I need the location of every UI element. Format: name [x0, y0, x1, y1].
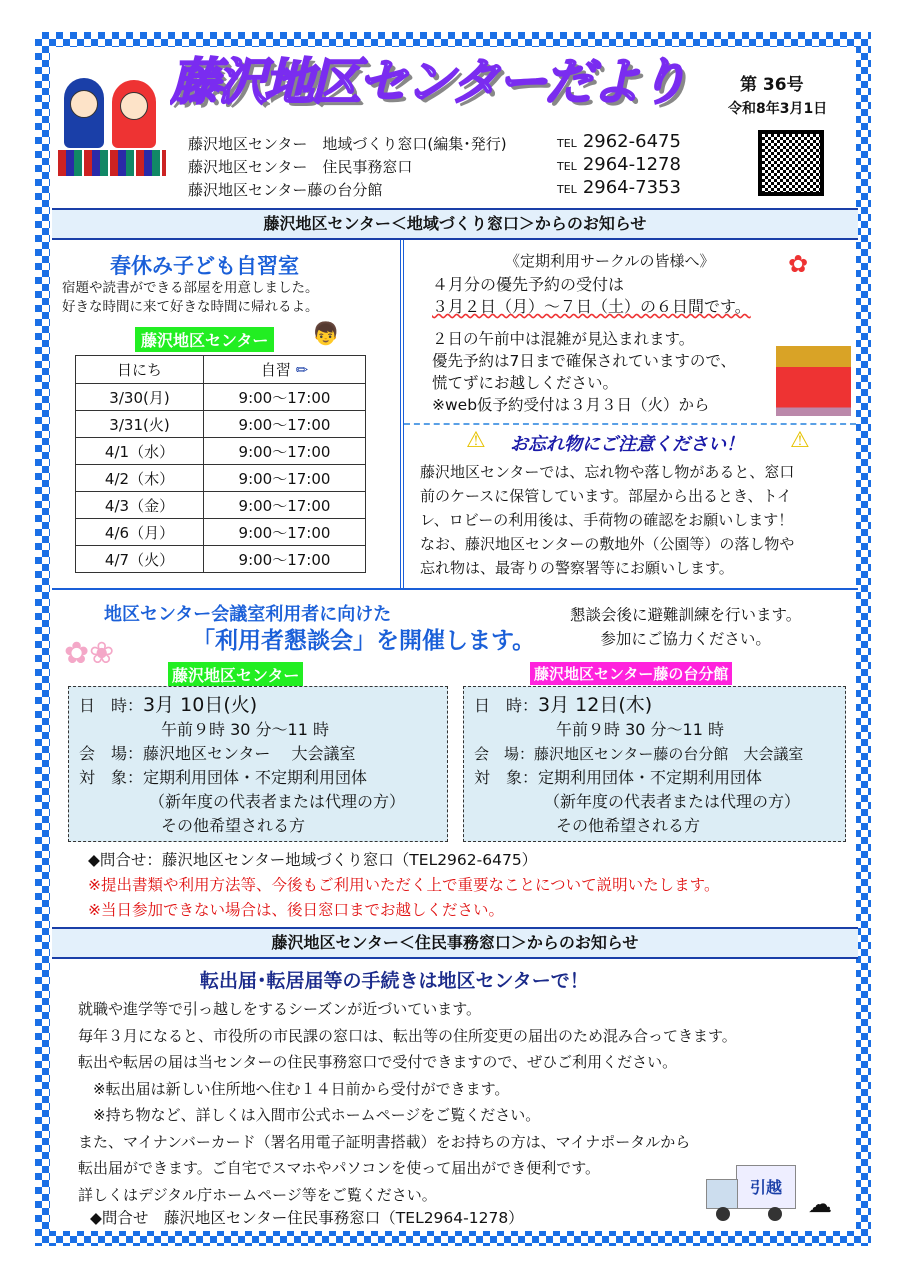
contact-tel: TEL 2962-6475	[557, 131, 681, 152]
table-row: 3/31(火) 9:00〜17:00	[76, 411, 366, 438]
truck-label: 引越	[736, 1165, 796, 1209]
table-row: 3/30(月) 9:00〜17:00	[76, 384, 366, 411]
issue-date: 令和8年3月1日	[728, 101, 828, 117]
moving-notice-text: 就職や進学等で引っ越しをするシーズンが近づいています。 毎年３月になると、市役所の市民課の窓口は、転出等の住所変更の届出のため混み合ってきます。 転出や転居の届は当センターの住民事務窓口で受付できますので、ぜひご利用ください。 ※転出届は新しい住所地へ住む１４日前から受付ができます。 ※持ち物など、詳しくは入間市公式ホームページをご覧ください。 また、マイナンバーカード（署名用電子証明書搭載）をお持ちの方は、マイナポータルから 転出届ができます。ご自宅でスマホやパソコンを使って届出ができ便利です。 詳しくはデジタル庁ホームページ等をご覧ください。	[78, 1000, 737, 1204]
meeting-contact: ◆問合せ：藤沢地区センター地域づくり窓口（TEL2962-6475）	[88, 851, 538, 869]
circle-notice-title: 《定期利用サークルの皆様へ》	[505, 252, 715, 270]
table-row: 4/6（月） 9:00〜17:00	[76, 519, 366, 546]
meeting-title-line2: 「利用者懇談会」を開催します。	[192, 628, 536, 654]
contact-name: 藤沢地区センター藤の台分館	[188, 181, 383, 199]
table-row: 4/1（水） 9:00〜17:00	[76, 438, 366, 465]
study-location-label: 藤沢地区センター	[135, 327, 274, 352]
moving-truck-illustration	[706, 1165, 796, 1223]
meeting-details-branch: 日 時：3月 12日(木) 午前９時 30 分〜11 時 会 場：藤沢地区センター藤の台分館 大会議室 対 象：定期利用団体・不定期利用団体 （新年度の代表者または代理の方） その他希望される方	[463, 686, 846, 842]
contact-name: 藤沢地区センター 地域づくり窓口(編集･発行)	[188, 135, 507, 153]
section-bar-community: 藤沢地区センター＜地域づくり窓口＞からのお知らせ	[52, 208, 858, 240]
hina-dan-illustration	[776, 346, 851, 416]
newsletter-title: 藤沢地区センターだより	[170, 53, 685, 111]
issue-number: 第 36号	[740, 75, 804, 95]
branch-label: 藤沢地区センター藤の台分館	[530, 662, 732, 685]
plum-flower-icon: ✿	[788, 250, 809, 278]
cherry-blossom-icon: ✿❀	[64, 636, 115, 671]
lost-items-title: お忘れ物にご注意ください！	[510, 434, 744, 455]
study-schedule-table	[75, 355, 366, 573]
cloud-icon: ☁	[808, 1190, 832, 1218]
column-divider	[400, 240, 404, 588]
table-header: 日にち 自習 ✏	[76, 356, 366, 384]
evacuation-drill-note: 懇談会後に避難訓練を行います。 参加にご協力ください。	[570, 606, 802, 648]
moving-notice-title: 転出届･転居届等の手続きは地区センターで！	[200, 970, 589, 992]
circle-notice-details: ２日の午前中は混雑が見込まれます。 優先予約は7日まで確保されていますので、 慌てずにお越しください。 ※web仮予約受付は３月３日（火）から	[432, 330, 737, 414]
section-divider	[52, 588, 858, 590]
meeting-note: ※当日参加できない場合は、後日窓口までお越しください。	[88, 901, 504, 919]
contact-name: 藤沢地区センター 住民事務窓口	[188, 158, 413, 176]
contact-tel: TEL 2964-7353	[557, 177, 681, 198]
meeting-note: ※提出書類や利用方法等、今後もご利用いただく上で重要なことについて説明いたします。	[88, 876, 720, 894]
lost-items-text: 藤沢地区センターでは、忘れ物や落し物があると、窓口 前のケースに保管しています。部屋から出るとき、トイ レ、ロビーの利用後は、手荷物の確認をお願いします！ なお、藤沢地区センターの敷地外（公園等）の落し物や 忘れ物は、最寄りの警察署等にお願いします。	[420, 463, 795, 577]
study-room-description: 宿題や読書ができる部屋を用意しました。 好きな時間に来て好きな時間に帰れるよ。	[62, 280, 319, 315]
resident-contact: ◆問合せ 藤沢地区センター住民事務窓口（TEL2964-1278）	[90, 1209, 524, 1227]
meeting-details-main: 日 時：3月 10日(火) 午前９時 30 分〜11 時 会 場：藤沢地区センター 大会議室 対 象：定期利用団体・不定期利用団体 （新年度の代表者または代理の方） その他希望される方	[68, 686, 448, 842]
table-row: 4/3（金） 9:00〜17:00	[76, 492, 366, 519]
table-row: 4/2（木） 9:00〜17:00	[76, 465, 366, 492]
circle-notice-dates: ３月２日（月）〜７日（土）の６日間です。	[432, 297, 751, 316]
hina-dolls-illustration	[56, 68, 168, 178]
table-row: 4/7（火） 9:00〜17:00	[76, 546, 366, 573]
section-bar-resident: 藤沢地区センター＜住民事務窓口＞からのお知らせ	[52, 927, 858, 959]
dashed-divider	[404, 423, 856, 425]
pencil-icon: ✏	[295, 361, 309, 379]
meeting-title-line1: 地区センター会議室利用者に向けた	[104, 604, 392, 625]
warning-icon: ⚠	[466, 428, 486, 453]
main-center-label: 藤沢地区センター	[168, 662, 303, 687]
warning-icon: ⚠	[790, 428, 810, 453]
study-room-title: 春休み子ども自習室	[110, 254, 299, 278]
children-icon: 👦	[312, 322, 340, 347]
qr-code[interactable]	[758, 130, 824, 196]
contact-tel: TEL 2964-1278	[557, 154, 681, 175]
circle-notice-text: ４月分の優先予約の受付は	[432, 275, 625, 294]
